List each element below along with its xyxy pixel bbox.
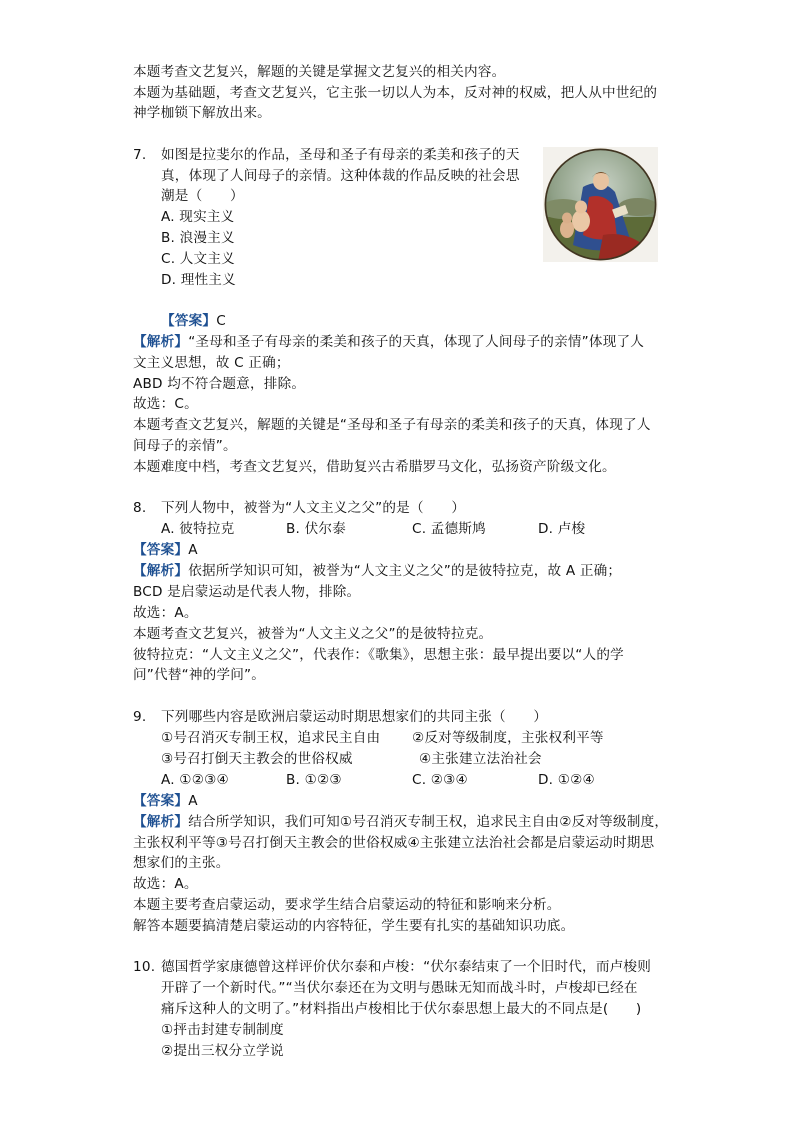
- q9-item: ④主张建立法治社会: [419, 751, 542, 767]
- q8-option-c: C. 孟德斯鸠: [412, 521, 486, 537]
- answer-tag: 【答案】: [133, 793, 189, 809]
- q8-option-a: A. 彼特拉克: [161, 521, 235, 537]
- q10-stem-line: 德国哲学家康德曾这样评价伏尔泰和卢梭：“伏尔泰结束了一个旧时代，而卢梭则: [161, 959, 652, 975]
- answer-value: C: [216, 313, 226, 329]
- q7-answer: [161, 311, 226, 331]
- q8-number: 8.: [133, 500, 147, 516]
- q7-analysis-line: 文主义思想，故 C 正确；: [133, 355, 290, 371]
- q10-stem-line: 开辟了一个新时代。”“当伏尔泰还在为文明与愚昧无知而战斗时，卢梭却已经在: [161, 980, 638, 996]
- q8-analysis-line: 故选：A。: [133, 605, 198, 621]
- q10-number: 10.: [133, 959, 156, 975]
- q7-option-c: C. 人文主义: [161, 251, 235, 267]
- analysis-tag: 【解析】: [133, 563, 189, 579]
- intro-line: 神学枷锁下解放出来。: [133, 105, 271, 121]
- answer-value: A: [188, 793, 198, 809]
- q10-item: ①抨击封建专制制度: [161, 1022, 284, 1038]
- q7-analysis-line: ABD 均不符合题意，排除。: [133, 376, 306, 392]
- intro-line: 本题考查文艺复兴，解题的关键是掌握文艺复兴的相关内容。: [133, 64, 506, 80]
- q9-number: 9.: [133, 709, 147, 725]
- q7-analysis-line: 间母子的亲情”。: [133, 438, 237, 454]
- q7-option-b: B. 浪漫主义: [161, 230, 235, 246]
- q8-analysis-line: BCD 是启蒙运动是代表人物，排除。: [133, 584, 361, 600]
- q8-analysis-line: 本题考查文艺复兴，被誉为“人文主义之父”的是彼特拉克。: [133, 626, 493, 642]
- q8-stem: 下列人物中，被誉为“人文主义之父”的是（ ）: [161, 500, 466, 516]
- q7-option-a: A. 现实主义: [161, 209, 235, 225]
- q9-stem: 下列哪些内容是欧洲启蒙运动时期思想家们的共同主张（ ）: [161, 709, 548, 725]
- q9-option-d: D. ①②④: [538, 772, 595, 788]
- q7-analysis-line: 故选：C。: [133, 396, 198, 412]
- q9-item: ①号召消灭专制王权，追求民主自由: [161, 730, 381, 746]
- q8-answer: [133, 540, 198, 560]
- q8-analysis-line: 【解析】依据所学知识可知，被誉为“人文主义之父”的是彼特拉克，故 A 正确；: [133, 563, 622, 579]
- q9-item: ②反对等级制度，主张权利平等: [412, 730, 604, 746]
- q7-analysis-line: 本题难度中档，考查文艺复兴，借助复兴古希腊罗马文化，弘扬资产阶级文化。: [133, 459, 616, 475]
- q9-option-b: B. ①②③: [286, 772, 342, 788]
- q9-option-c: C. ②③④: [412, 772, 468, 788]
- q9-option-a: A. ①②③④: [161, 772, 229, 788]
- analysis-tag: 【解析】: [133, 334, 189, 350]
- q9-analysis-line: 主张权利平等③号召打倒天主教会的世俗权威④主张建立法治社会都是启蒙运动时期思: [133, 835, 655, 851]
- q9-analysis-line: 想家们的主张。: [133, 855, 230, 871]
- intro-line: 本题为基础题，考查文艺复兴，它主张一切以人为本，反对神的权威，把人从中世纪的: [133, 85, 658, 101]
- q8-option-d: D. 卢梭: [538, 521, 586, 537]
- q8-analysis-line: 彼特拉克：“人文主义之父”，代表作：《歌集》，思想主张：最早提出要以“人的学: [133, 647, 624, 663]
- q7-analysis-line: 【解析】“圣母和圣子有母亲的柔美和孩子的天真，体现了人间母子的亲情”体现了人: [133, 334, 645, 350]
- q9-item: ③号召打倒天主教会的世俗权威: [161, 751, 353, 767]
- q7-analysis-line: 本题考查文艺复兴，解题的关键是“圣母和圣子有母亲的柔美和孩子的天真，体现了人: [133, 417, 651, 433]
- q8-option-b: B. 伏尔泰: [286, 521, 346, 537]
- q7-stem-line: 潮是（ ）: [161, 188, 244, 204]
- q7-stem-line: 真，体现了人间母子的亲情。这种体裁的作品反映的社会思: [161, 168, 520, 184]
- raphael-painting-image: [543, 147, 658, 262]
- analysis-tag: 【解析】: [133, 814, 189, 830]
- madonna-painting-icon: [543, 147, 658, 262]
- q9-analysis-line: 【解析】结合所学知识，我们可知①号召消灭专制王权，追求民主自由②反对等级制度，: [133, 814, 669, 830]
- q9-analysis-line: 本题主要考查启蒙运动，要求学生结合启蒙运动的特征和影响来分析。: [133, 897, 561, 913]
- q10-stem-line: 痛斥这种人的文明了。”材料指出卢梭相比于伏尔泰思想上最大的不同点是( ): [161, 1001, 642, 1017]
- q7-option-d: D. 理性主义: [161, 272, 236, 288]
- answer-tag: 【答案】: [133, 542, 189, 558]
- answer-tag: 【答案】: [161, 313, 217, 329]
- q9-answer: [133, 791, 198, 811]
- answer-value: A: [188, 542, 198, 558]
- q8-analysis-line: 问”代替“神的学问”。: [133, 667, 266, 683]
- q10-item: ②提出三权分立学说: [161, 1043, 284, 1059]
- q9-analysis-line: 故选：A。: [133, 876, 198, 892]
- q7-stem-line: 如图是拉斐尔的作品，圣母和圣子有母亲的柔美和孩子的天: [161, 147, 520, 163]
- q7-number: 7.: [133, 147, 147, 163]
- q9-analysis-line: 解答本题要搞清楚启蒙运动的内容特征，学生要有扎实的基础知识功底。: [133, 918, 575, 934]
